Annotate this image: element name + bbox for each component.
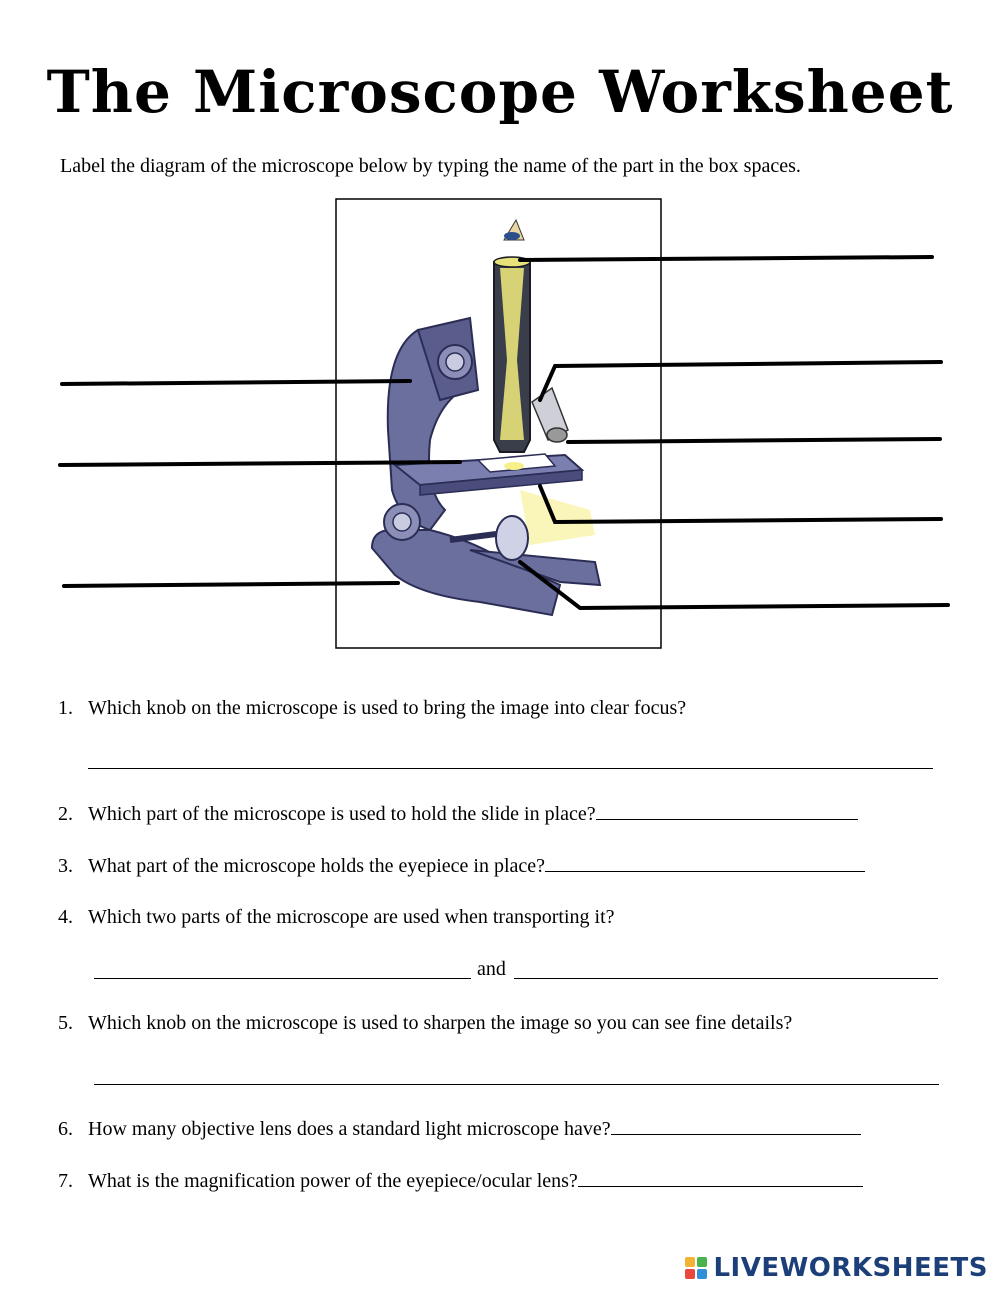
microscope-diagram <box>0 190 1000 660</box>
answer-blank-2[interactable] <box>596 799 858 820</box>
question-7: 7. What is the magnification power of the eyepiece/ocular lens? <box>58 1166 863 1195</box>
answer-blank-7[interactable] <box>578 1166 863 1187</box>
answer-line-5[interactable] <box>94 1084 939 1085</box>
answer-line-4a[interactable] <box>94 978 471 979</box>
question-5: 5. Which knob on the microscope is used to sharpen the image so you can see fine details? <box>58 1012 793 1034</box>
instructions: Label the diagram of the microscope below by typing the name of the part in the box spaces. <box>60 155 801 177</box>
question-3: 3. What part of the microscope holds the eyepiece in place? <box>58 851 865 880</box>
answer-line-4b[interactable] <box>514 978 938 979</box>
liveworksheets-logo <box>685 1253 988 1283</box>
question-4: 4. Which two parts of the microscope are used when transporting it? <box>58 906 615 928</box>
brand-name: LIVEWORKSHEETS <box>713 1253 988 1283</box>
and-word: and <box>477 958 506 980</box>
page-title: The Microscope Worksheet <box>46 58 954 126</box>
liveworksheets-icon <box>685 1257 707 1279</box>
question-2: 2. Which part of the microscope is used to hold the slide in place? <box>58 799 858 828</box>
question-1: 1. Which knob on the microscope is used to bring the image into clear focus? <box>58 697 687 719</box>
answer-blank-3[interactable] <box>545 851 865 872</box>
question-6: 6. How many objective lens does a standard light microscope have? <box>58 1114 861 1143</box>
answer-blank-6[interactable] <box>611 1114 861 1135</box>
answer-line-1[interactable] <box>88 768 933 769</box>
